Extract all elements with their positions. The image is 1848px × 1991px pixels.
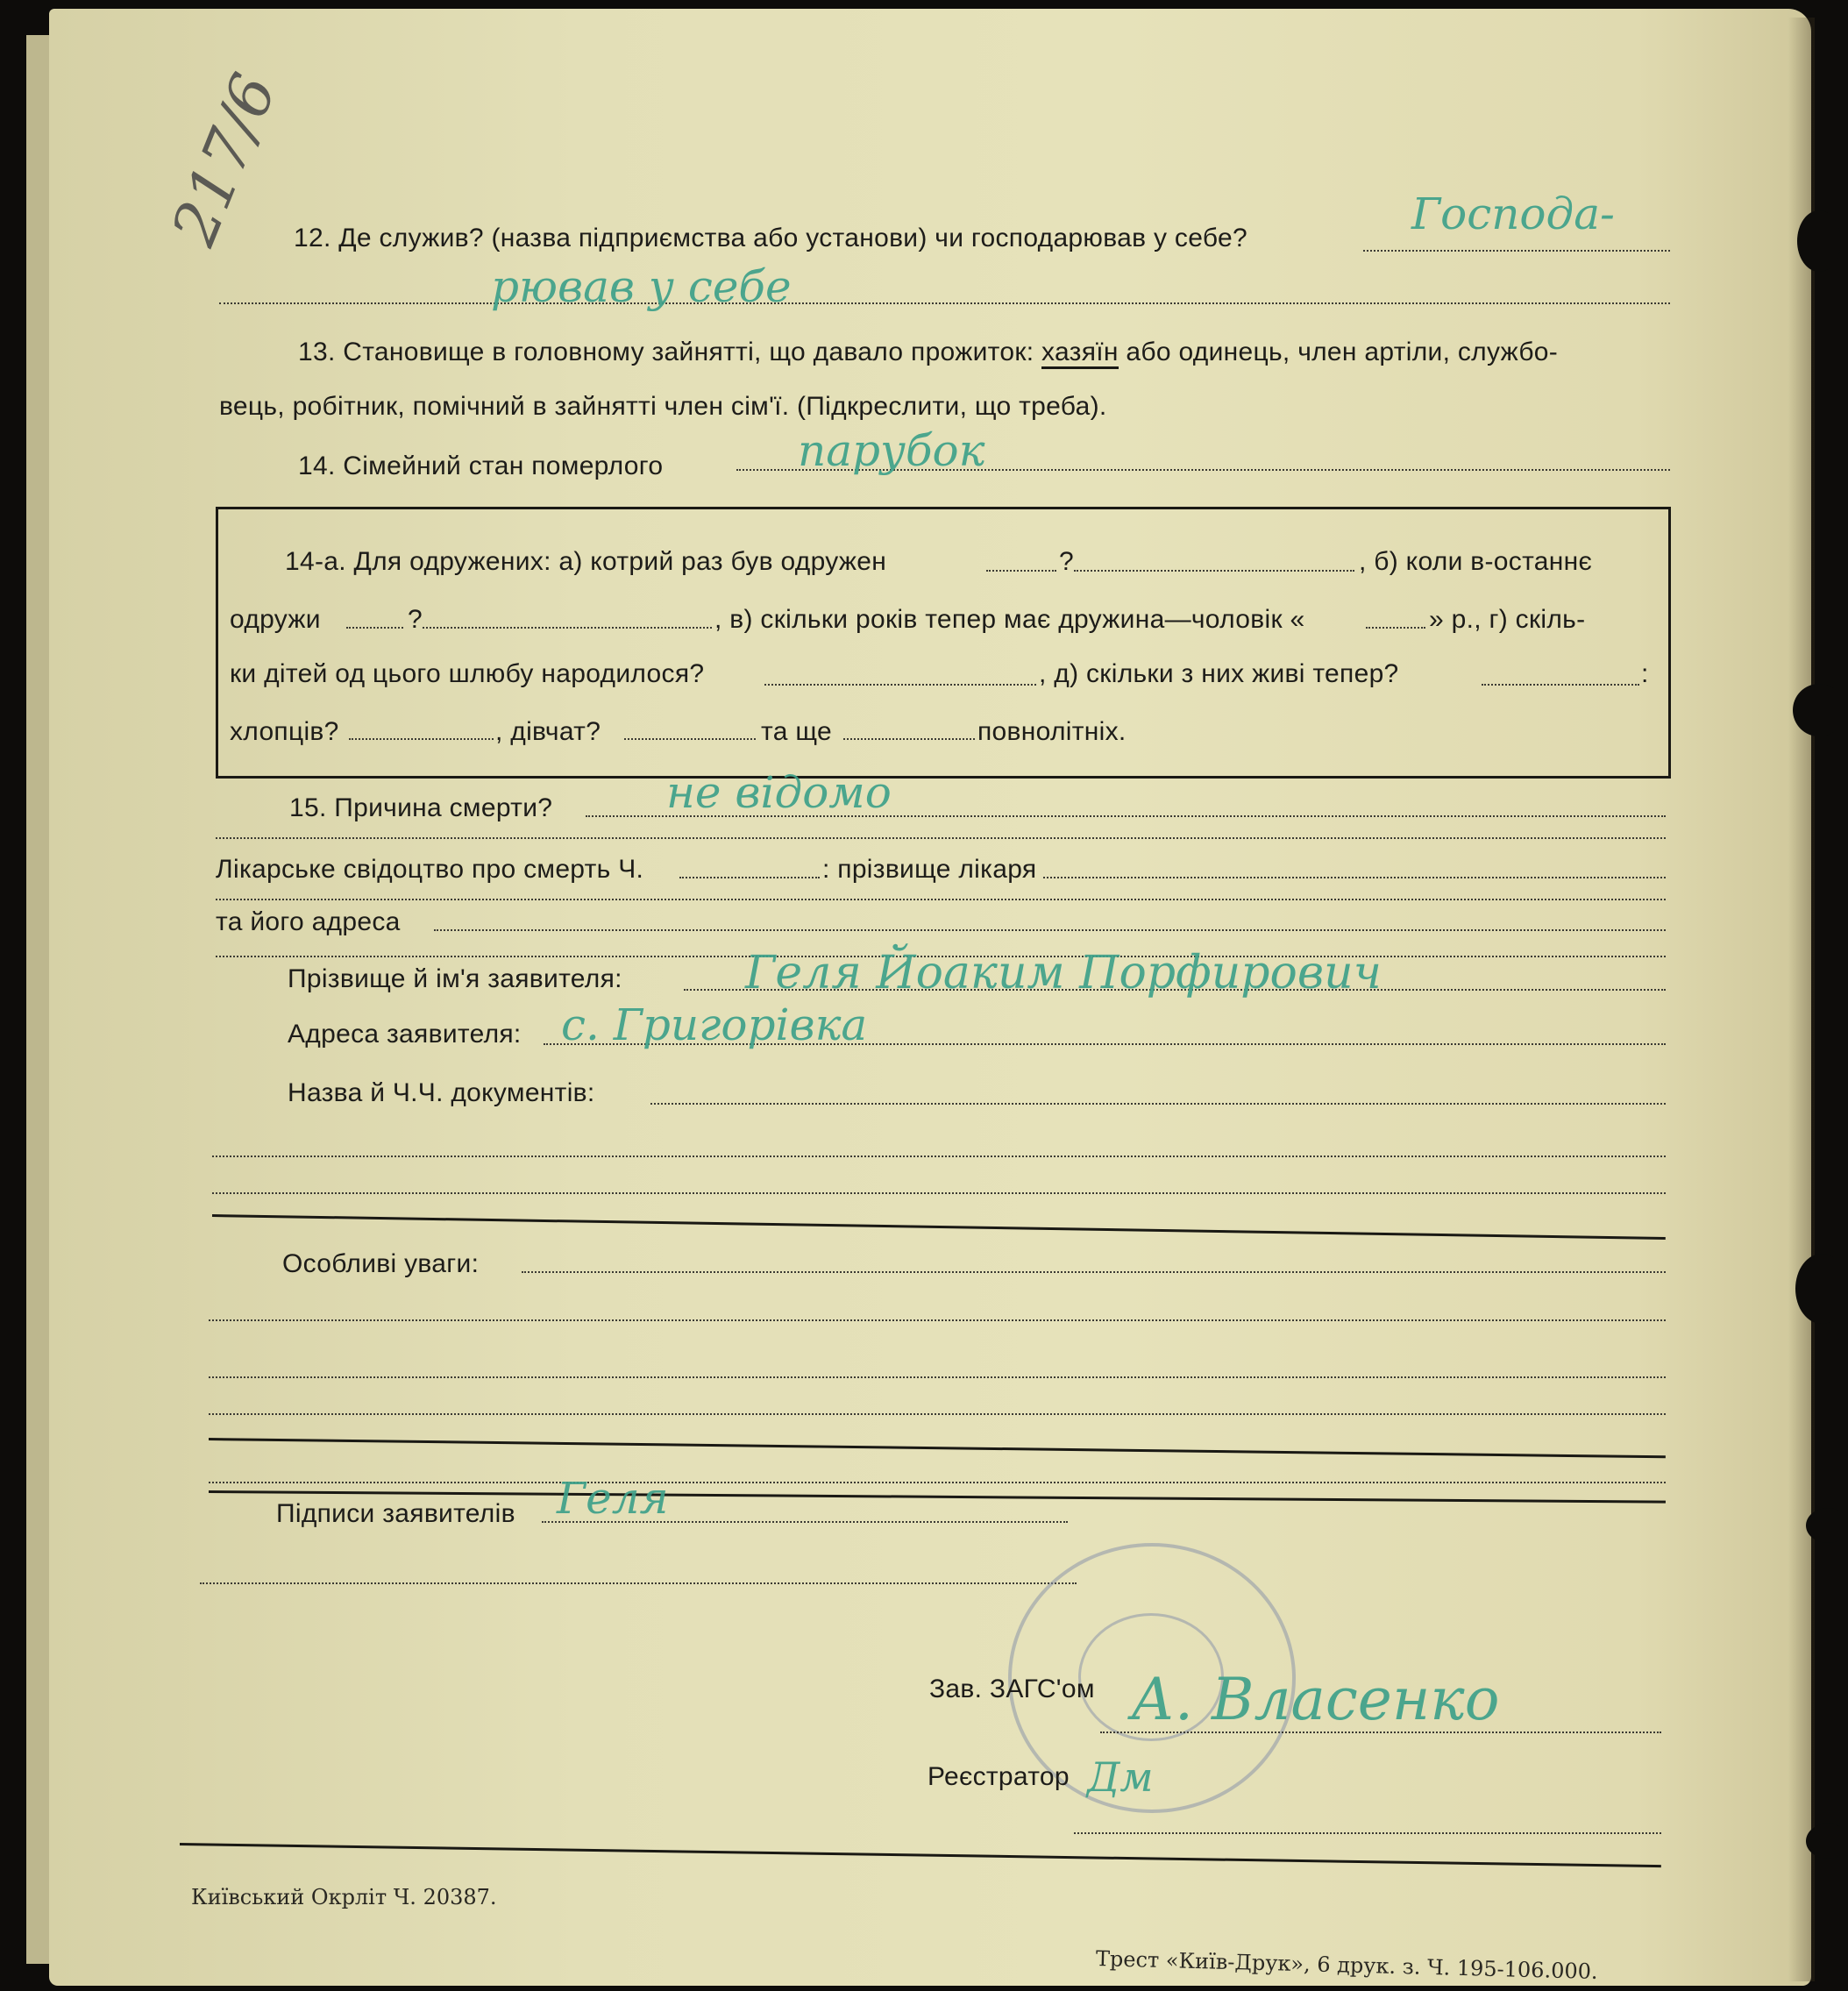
- q12-line-2: [219, 302, 1670, 304]
- q14a-blank: [1074, 570, 1354, 572]
- applicant-signature: Геля: [557, 1473, 669, 1524]
- remarks-line-4: [209, 1413, 1666, 1415]
- q15-label: 15. Причина смерти?: [289, 793, 553, 822]
- q13-underlined-option: хазяїн: [1041, 338, 1119, 369]
- q12-answer-part2: рював у себе: [491, 261, 792, 312]
- q14a-blank: [843, 738, 975, 740]
- certificate-label: Лікарське свідоцтво про смерть Ч.: [216, 855, 644, 884]
- q14a-line-1b: ?: [1059, 547, 1074, 576]
- applicant-address-value: с. Григорівка: [561, 999, 868, 1050]
- remarks-line-5: [209, 1482, 1666, 1483]
- q15-line-2: [216, 837, 1666, 839]
- q14a-line-1a: 14-а. Для одружених: а) котрий раз був одружен: [285, 547, 887, 576]
- doctor-address-line: [434, 929, 1666, 931]
- q14a-blank: [346, 627, 403, 629]
- q14a-line-4a: хлопців?: [230, 717, 339, 746]
- applicant-address-label: Адреса заявителя:: [288, 1020, 522, 1049]
- q14a-blank: [423, 627, 712, 629]
- certificate-number-line: [679, 877, 820, 878]
- q14a-blank: [986, 570, 1056, 572]
- q14a-line-3c: :: [1641, 659, 1649, 688]
- q14a-line-1c: , б) коли в-останнє: [1359, 547, 1593, 576]
- q14a-line-2b: ?: [408, 605, 423, 634]
- documents-line-3: [212, 1192, 1666, 1194]
- remarks-line: [522, 1271, 1666, 1273]
- q14a-blank: [1366, 627, 1425, 629]
- footer-right: Трест «Київ-Друк», 6 друк. з. Ч. 195-106.000.: [1095, 1946, 1598, 1984]
- archive-pencil-mark: 217/6: [158, 63, 291, 255]
- doctor-label: : прізвище лікаря: [822, 855, 1037, 884]
- q14-answer: парубок: [798, 425, 985, 476]
- applicant-name-value: Геля Йоаким Порфирович: [745, 947, 1382, 999]
- applicant-name-label: Прізвище й ім'я заявителя:: [288, 964, 622, 993]
- documents-line: [650, 1103, 1666, 1105]
- torn-edge: [1806, 1824, 1848, 1859]
- head-signature: А. Власенко: [1131, 1666, 1500, 1733]
- registrar-signature-line: [1074, 1832, 1661, 1834]
- q14a-line-4c: та ще: [761, 717, 832, 746]
- q14a-blank: [624, 738, 756, 740]
- q14a-blank: [764, 684, 1036, 686]
- q13-line-2: вець, робітник, помічний в зайнятті член сім'ї. (Підкреслити, що треба).: [219, 392, 1107, 421]
- documents-label: Назва й Ч.Ч. документів:: [288, 1078, 595, 1107]
- torn-edge: [1797, 210, 1841, 272]
- q14a-line-3b: , д) скільки з них живі тепер?: [1039, 659, 1399, 688]
- q13-line-1-post: або одинець, член артіли, службо-: [1126, 338, 1559, 366]
- q12-answer-part1: Господа-: [1411, 188, 1615, 239]
- q14a-line-2c: , в) скільки років тепер має дружина—чоловік «: [714, 605, 1305, 634]
- q14-label: 14. Сімейний стан померлого: [298, 452, 664, 480]
- q13-line-1: [298, 338, 1558, 367]
- q12-label: 12. Де служив? (назва підприємства або установи) чи господарював у себе?: [294, 224, 1247, 252]
- page-fold-shadow: [1788, 18, 1815, 1981]
- torn-edge: [1795, 1254, 1848, 1324]
- q14a-line-2a: одружи: [230, 605, 321, 634]
- q12-line-1: [1363, 250, 1670, 252]
- registrar-signature: Дм: [1087, 1753, 1154, 1801]
- doctor-line: [1043, 877, 1666, 878]
- documents-line-2: [212, 1155, 1666, 1157]
- q14a-line-4d: повнолітніх.: [977, 717, 1127, 746]
- remarks-line-3: [209, 1376, 1666, 1378]
- doctor-line-2: [216, 899, 1666, 900]
- registrar-label: Реєстратор: [928, 1762, 1070, 1791]
- q14a-line-2d: » р., г) скіль-: [1429, 605, 1586, 634]
- q14a-line-3a: ки дітей од цього шлюбу народилося?: [230, 659, 705, 688]
- remarks-line-2: [209, 1319, 1666, 1321]
- q13-line-1-pre: 13. Становище в головному зайнятті, що давало прожиток:: [298, 338, 1034, 366]
- remarks-label: Особливі уваги:: [282, 1249, 480, 1278]
- q14a-blank: [1482, 684, 1639, 686]
- torn-edge: [1806, 1508, 1848, 1543]
- q14a-line-4b: , дівчат?: [495, 717, 601, 746]
- q14a-blank: [349, 738, 494, 740]
- q15-answer: не відомо: [666, 767, 892, 818]
- doctor-address-label: та його адреса: [216, 907, 401, 936]
- footer-left: Київський Окрліт Ч. 20387.: [191, 1885, 497, 1909]
- signatures-label: Підписи заявителів: [276, 1499, 515, 1528]
- head-label: Зав. ЗАГС'ом: [929, 1675, 1095, 1703]
- signatures-line-2: [200, 1582, 1077, 1584]
- torn-edge: [1793, 684, 1845, 736]
